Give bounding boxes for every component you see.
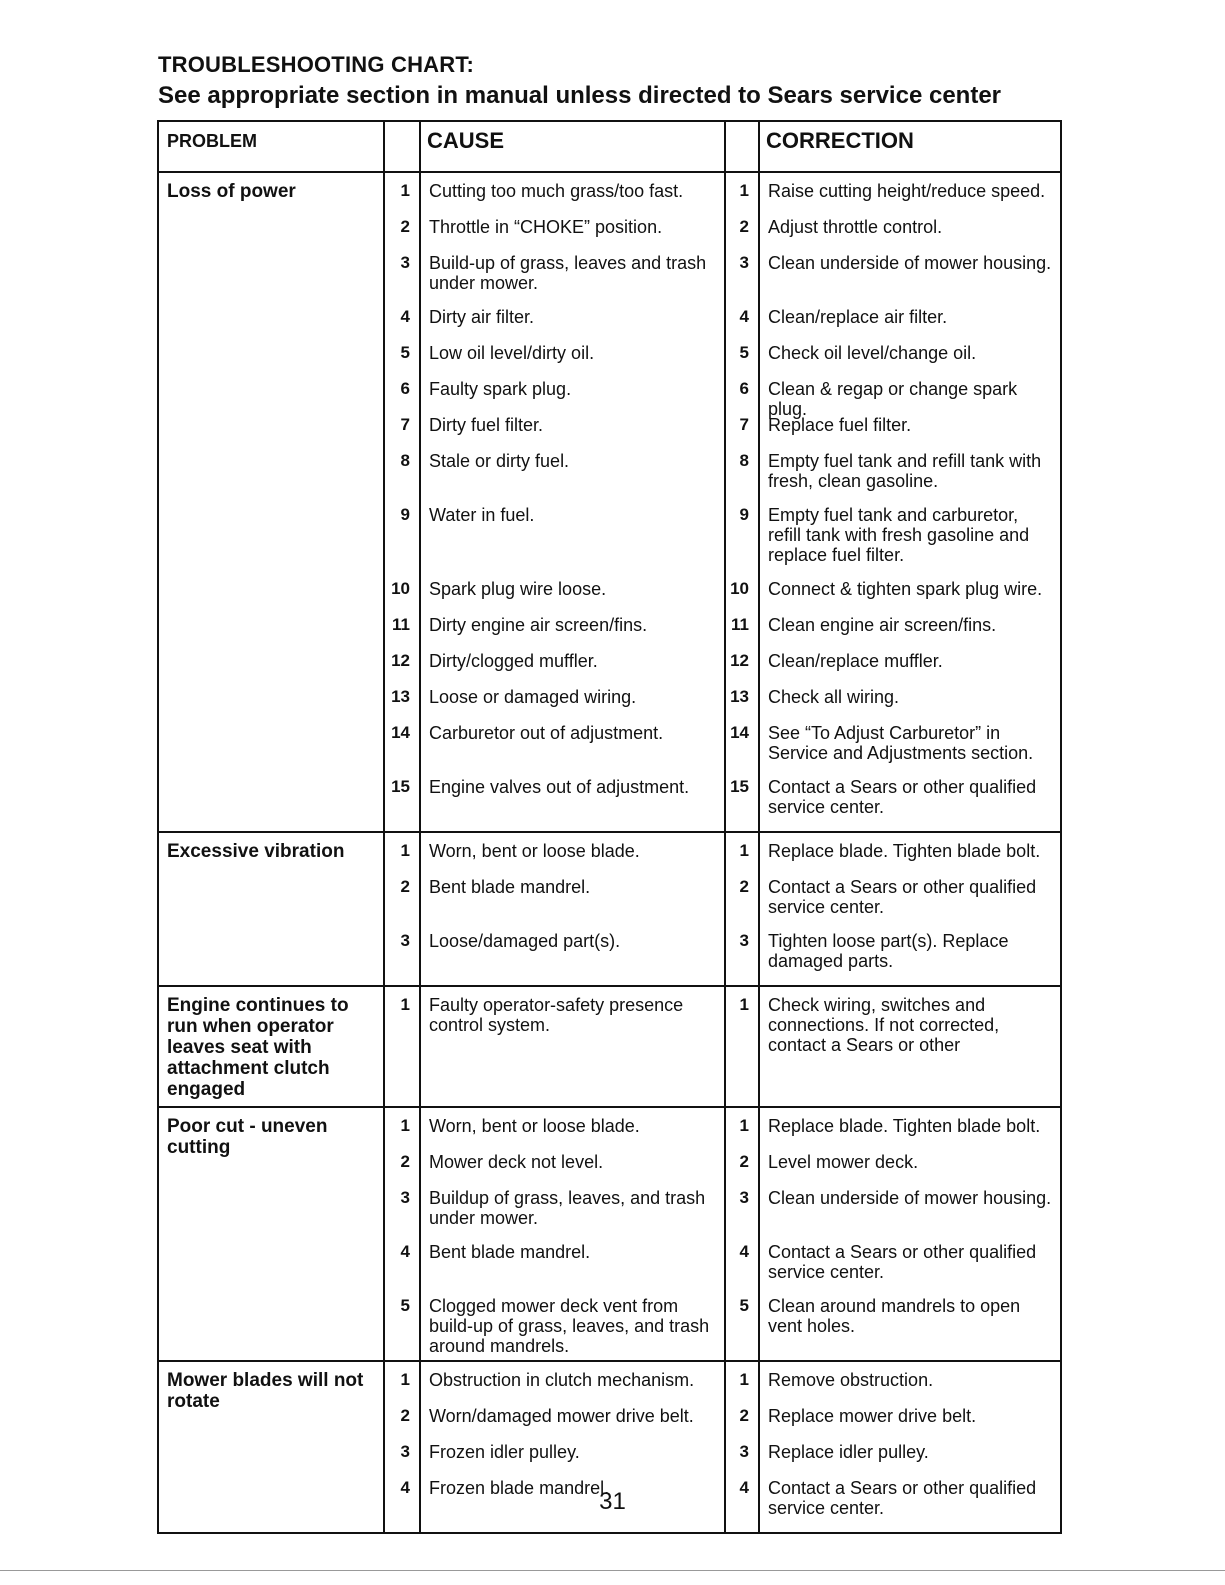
item-number: 15	[391, 777, 410, 796]
correction-number-column	[725, 172, 759, 832]
cause-number-column	[384, 986, 420, 1107]
problem-cell: Poor cut - uneven cutting	[158, 1107, 384, 1361]
correction-column	[759, 1107, 1061, 1361]
item-number: 4	[739, 307, 749, 326]
cause-text: Bent blade mandrel.	[429, 1242, 591, 1262]
item-number: 3	[739, 1188, 749, 1207]
item-number: 8	[400, 451, 410, 470]
cause-text: Faulty spark plug.	[429, 379, 572, 399]
cause-number-column	[384, 832, 420, 986]
item-number: 4	[739, 1478, 749, 1497]
item-number: 4	[400, 1242, 410, 1261]
correction-text: Clean/replace air filter.	[768, 307, 948, 327]
item-number: 2	[739, 877, 749, 896]
item-number: 1	[400, 995, 410, 1014]
correction-column	[759, 832, 1061, 986]
correction-text: Empty fuel tank and carburetor, refill tank with fresh gasoline and replace fuel filter.	[768, 505, 1030, 565]
cause-column	[420, 1107, 725, 1361]
correction-text: Check wiring, switches and connections. If not corrected, contact a Sears or other	[768, 995, 1000, 1055]
correction-text: Level mower deck.	[768, 1152, 919, 1172]
item-number: 3	[739, 931, 749, 950]
item-number: 2	[400, 1406, 410, 1425]
item-number: 5	[400, 343, 410, 362]
correction-text: Replace mower drive belt.	[768, 1406, 977, 1426]
cause-text: Dirty fuel filter.	[429, 415, 544, 435]
correction-column	[759, 172, 1061, 832]
cause-text: Bent blade mandrel.	[429, 877, 591, 897]
item-number: 5	[739, 343, 749, 362]
correction-text: Adjust throttle control.	[768, 217, 943, 237]
correction-text: Clean engine air screen/fins.	[768, 615, 997, 635]
item-number: 4	[400, 1478, 410, 1497]
page-number: 31	[599, 1488, 626, 1515]
item-number: 6	[400, 379, 410, 398]
cause-column	[420, 986, 725, 1107]
item-number: 13	[730, 687, 749, 706]
cause-number-column	[384, 172, 420, 832]
correction-text: Replace idler pulley.	[768, 1442, 929, 1462]
correction-text: See “To Adjust Carburetor” in Service and Adjustments section.	[768, 723, 1034, 763]
cause-text: Buildup of grass, leaves, and trash under mower.	[429, 1188, 706, 1228]
item-number: 1	[400, 841, 410, 860]
item-number: 2	[739, 1152, 749, 1171]
cause-text: Spark plug wire loose.	[429, 579, 607, 599]
cause-text: Mower deck not level.	[429, 1152, 604, 1172]
item-number: 12	[730, 651, 749, 670]
item-number: 15	[730, 777, 749, 796]
correction-text: Remove obstruction.	[768, 1370, 934, 1390]
cause-column	[420, 172, 725, 832]
problem-cell: Mower blades will not rotate	[158, 1361, 384, 1533]
item-number: 10	[730, 579, 749, 598]
problem-cell: Excessive vibration	[158, 832, 384, 986]
item-number: 14	[391, 723, 410, 742]
item-number: 1	[739, 181, 749, 200]
correction-column	[759, 986, 1061, 1107]
item-number: 3	[400, 931, 410, 950]
correction-number-column	[725, 832, 759, 986]
item-number: 3	[739, 1442, 749, 1461]
cause-text: Cutting too much grass/too fast.	[429, 181, 684, 201]
cause-text: Worn/damaged mower drive belt.	[429, 1406, 694, 1426]
item-number: 8	[739, 451, 749, 470]
cause-text: Frozen blade mandrel.	[429, 1478, 610, 1498]
item-number: 5	[400, 1296, 410, 1315]
cause-text: Water in fuel.	[429, 505, 535, 525]
problem-cell: Loss of power	[158, 172, 384, 832]
item-number: 5	[739, 1296, 749, 1315]
cause-text: Obstruction in clutch mechanism.	[429, 1370, 695, 1390]
correction-text: Connect & tighten spark plug wire.	[768, 579, 1043, 599]
item-number: 2	[400, 877, 410, 896]
cause-text: Worn, bent or loose blade.	[429, 841, 640, 861]
cause-text: Dirty engine air screen/fins.	[429, 615, 648, 635]
correction-text: Contact a Sears or other qualified service center.	[768, 777, 1037, 817]
correction-text: Clean underside of mower housing.	[768, 1188, 1052, 1208]
item-number: 2	[739, 1406, 749, 1425]
cause-text: Worn, bent or loose blade.	[429, 1116, 640, 1136]
chart-title: TROUBLESHOOTING CHART:	[158, 52, 475, 77]
section-row	[158, 172, 1061, 832]
correction-text: Clean around mandrels to open vent holes.	[768, 1296, 1021, 1336]
item-number: 3	[400, 253, 410, 272]
cause-text: Faulty operator-safety presence control system.	[429, 995, 684, 1035]
correction-text: Check oil level/change oil.	[768, 343, 977, 363]
cause-number-column	[384, 1107, 420, 1361]
correction-text: Contact a Sears or other qualified service center.	[768, 1478, 1037, 1518]
item-number: 6	[739, 379, 749, 398]
item-number: 4	[739, 1242, 749, 1261]
correction-text: Replace blade. Tighten blade bolt.	[768, 1116, 1041, 1136]
correction-header: CORRECTION	[759, 121, 1061, 172]
cause-text: Low oil level/dirty oil.	[429, 343, 595, 363]
item-number: 1	[739, 841, 749, 860]
item-number: 1	[400, 1116, 410, 1135]
cause-text: Engine valves out of adjustment.	[429, 777, 690, 797]
cause-text: Dirty/clogged muffler.	[429, 651, 598, 671]
problem-header: PROBLEM	[158, 121, 384, 172]
item-number: 2	[400, 1152, 410, 1171]
item-number: 2	[400, 217, 410, 236]
item-number: 3	[739, 253, 749, 272]
correction-text: Clean/replace muffler.	[768, 651, 943, 671]
item-number: 1	[739, 995, 749, 1014]
cause-text: Throttle in “CHOKE” position.	[429, 217, 663, 237]
section-row	[158, 986, 1061, 1107]
cause-text: Clogged mower deck vent from build-up of grass, leaves, and trash around mandrels.	[429, 1296, 710, 1356]
item-number: 9	[400, 505, 410, 524]
cause-text: Build-up of grass, leaves and trash under mower.	[429, 253, 707, 293]
correction-number-column	[725, 1107, 759, 1361]
correction-text: Clean & regap or change spark plug.	[768, 379, 1018, 419]
correction-text: Replace blade. Tighten blade bolt.	[768, 841, 1041, 861]
correction-text: Raise cutting height/reduce speed.	[768, 181, 1046, 201]
item-number: 10	[391, 579, 410, 598]
item-number: 1	[739, 1370, 749, 1389]
item-number: 3	[400, 1442, 410, 1461]
correction-number-header	[725, 121, 759, 172]
chart-subtitle: See appropriate section in manual unless directed to Sears service center	[158, 82, 1001, 109]
cause-text: Stale or dirty fuel.	[429, 451, 570, 471]
correction-text: Replace fuel filter.	[768, 415, 912, 435]
cause-column	[420, 832, 725, 986]
section-row	[158, 1107, 1061, 1361]
cause-text: Carburetor out of adjustment.	[429, 723, 664, 743]
item-number: 9	[739, 505, 749, 524]
item-number: 14	[730, 723, 749, 742]
section-row	[158, 832, 1061, 986]
cause-text: Dirty air filter.	[429, 307, 535, 327]
correction-text: Check all wiring.	[768, 687, 900, 707]
item-number: 11	[392, 615, 410, 634]
item-number: 3	[400, 1188, 410, 1207]
correction-text: Contact a Sears or other qualified service center.	[768, 877, 1037, 917]
item-number: 2	[739, 217, 749, 236]
correction-number-column	[725, 986, 759, 1107]
header-row	[158, 121, 1061, 172]
cause-text: Loose or damaged wiring.	[429, 687, 637, 707]
item-number: 1	[400, 181, 410, 200]
item-number: 1	[400, 1370, 410, 1389]
correction-text: Tighten loose part(s). Replace damaged parts.	[768, 931, 1009, 971]
item-number: 7	[400, 415, 410, 434]
item-number: 12	[391, 651, 410, 670]
cause-text: Frozen idler pulley.	[429, 1442, 580, 1462]
item-number: 13	[391, 687, 410, 706]
correction-text: Contact a Sears or other qualified service center.	[768, 1242, 1037, 1282]
correction-text: Clean underside of mower housing.	[768, 253, 1052, 273]
item-number: 1	[739, 1116, 749, 1135]
cause-number-header	[384, 121, 420, 172]
cause-header: CAUSE	[420, 121, 725, 172]
cause-text: Loose/damaged part(s).	[429, 931, 621, 951]
correction-text: Empty fuel tank and refill tank with fresh, clean gasoline.	[768, 451, 1042, 491]
page-edge-divider	[0, 1570, 1225, 1571]
problem-cell: Engine continues to run when operator leaves seat with attachment clutch engaged	[158, 986, 384, 1107]
item-number: 11	[731, 615, 749, 634]
item-number: 4	[400, 307, 410, 326]
troubleshooting-table	[157, 120, 1062, 1534]
item-number: 7	[739, 415, 749, 434]
